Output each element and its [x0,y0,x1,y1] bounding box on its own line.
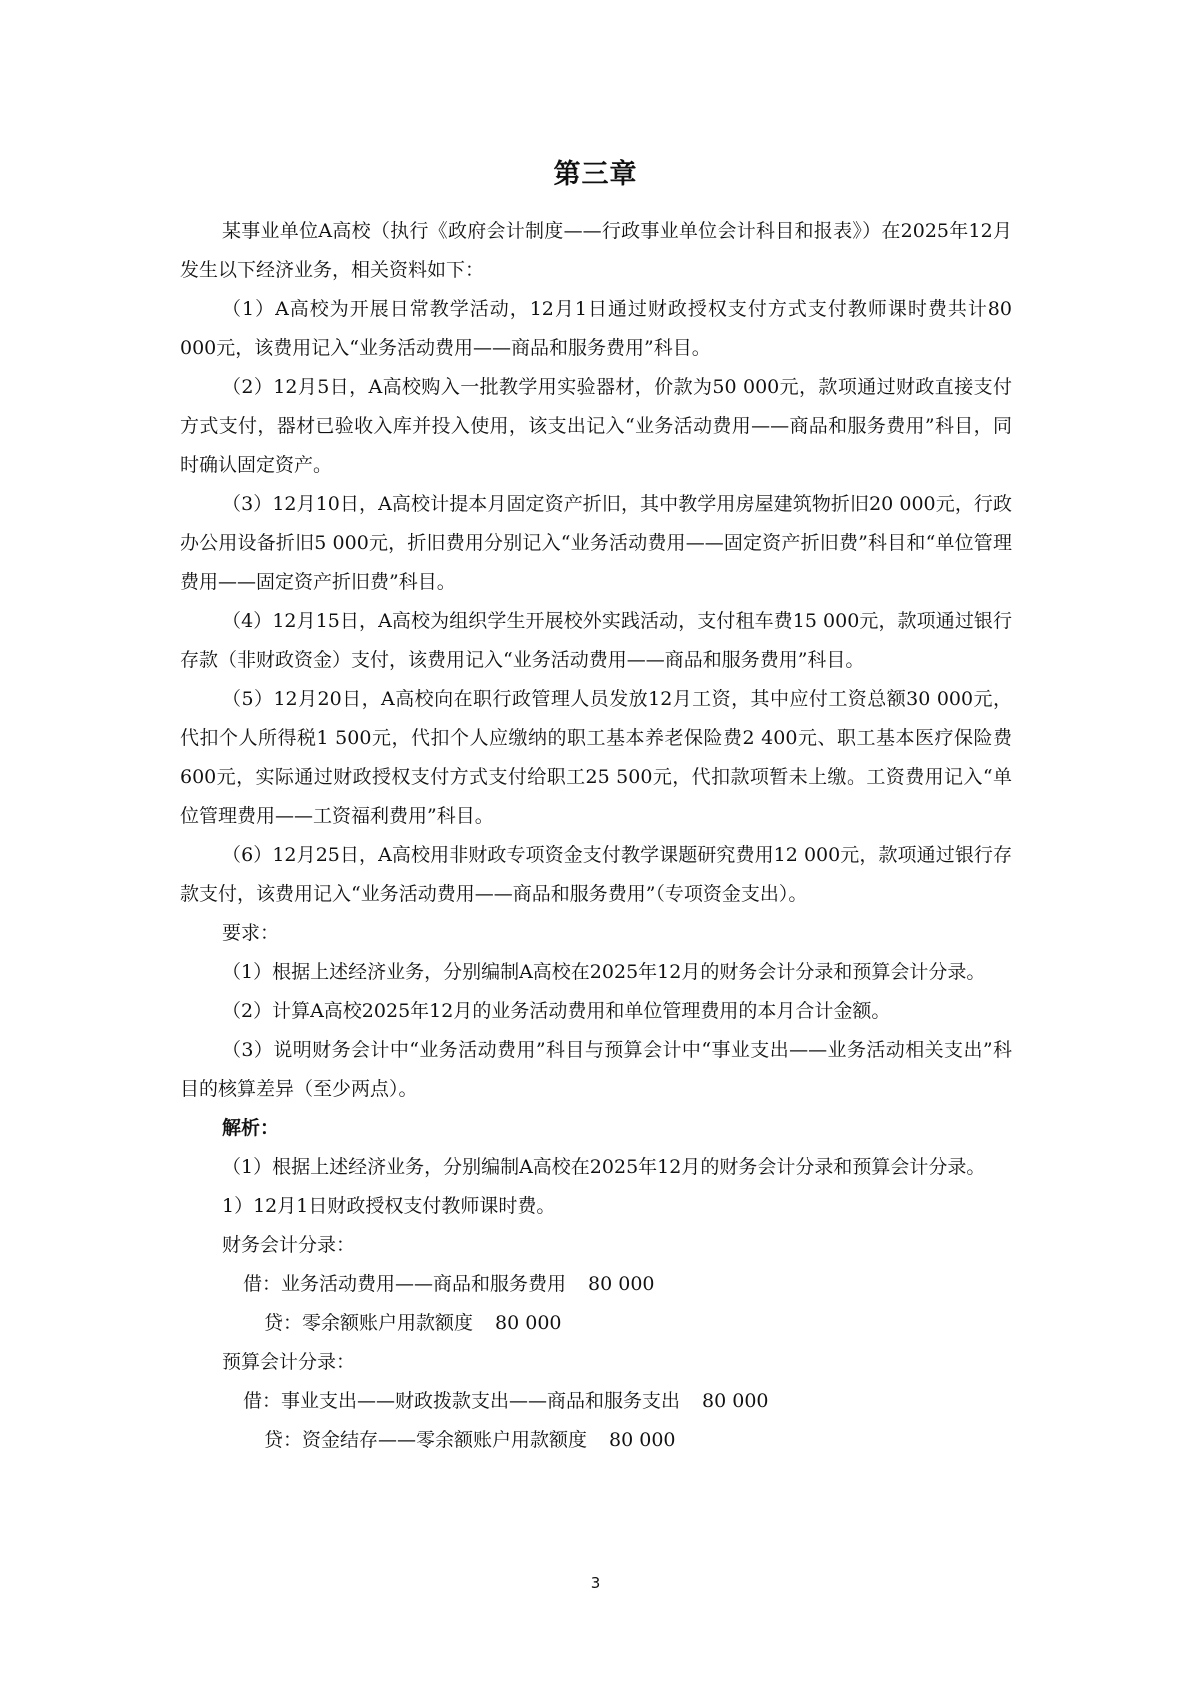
budget-entry-label: 预算会计分录： [222,1351,356,1373]
analysis-step-1: 1）12月1日财政授权支付教师课时费。 [222,1195,556,1217]
budget-debit-amount: 80 000 [702,1390,769,1412]
requirements-label: 要求： [222,922,280,944]
intro-paragraph: 某事业单位A高校（执行《政府会计制度——行政事业单位会计科目和报表》）在2025年12月发生以下经济业务，相关资料如下： [180,220,1012,281]
financial-debit-amount: 80 000 [588,1273,655,1295]
business-item-1: （1）A高校为开展日常教学活动，12月1日通过财政授权支付方式支付教师课时费共计80 000元，该费用记入“业务活动费用——商品和服务费用”科目。 [180,298,1012,359]
financial-entry-label: 财务会计分录： [222,1234,356,1256]
business-item-4: （4）12月15日，A高校为组织学生开展校外实践活动，支付租车费15 000元，款项通过银行存款（非财政资金）支付，该费用记入“业务活动费用——商品和服务费用”科目。 [180,610,1012,671]
analysis-label: 解析： [222,1117,280,1139]
requirement-3: （3）说明财务会计中“业务活动费用”科目与预算会计中“事业支出——业务活动相关支出”科目的核算差异（至少两点）。 [180,1039,1012,1100]
budget-credit-amount: 80 000 [609,1429,676,1451]
financial-debit-account: 借：业务活动费用——商品和服务费用 [243,1273,567,1295]
requirement-2: （2）计算A高校2025年12月的业务活动费用和单位管理费用的本月合计金额。 [222,1000,891,1022]
financial-debit-line [180,1265,1012,1304]
financial-credit-amount: 80 000 [495,1312,562,1334]
financial-credit-line [180,1304,1012,1343]
page-number: 3 [590,1574,601,1592]
requirement-1: （1）根据上述经济业务，分别编制A高校在2025年12月的财务会计分录和预算会计分录。 [222,961,986,983]
financial-credit-account: 贷：零余额账户用款额度 [264,1312,474,1334]
business-item-6: （6）12月25日，A高校用非财政专项资金支付教学课题研究费用12 000元，款项通过银行存款支付，该费用记入“业务活动费用——商品和服务费用”（专项资金支出）。 [180,844,1012,905]
business-item-2: （2）12月5日，A高校购入一批教学用实验器材，价款为50 000元，款项通过财政直接支付方式支付，器材已验收入库并投入使用，该支出记入“业务活动费用——商品和服务费用”科目，同时确认固定资产。 [180,376,1012,476]
budget-debit-line [180,1382,1012,1421]
business-item-5: （5）12月20日，A高校向在职行政管理人员发放12月工资，其中应付工资总额30 000元，代扣个人所得税1 500元，代扣个人应缴纳的职工基本养老保险费2 400元、职工基本医疗保险费600元，实际通过财政授权支付方式支付给职工25 500元，代扣款项暂未上缴。工资费用记入“单位管理费用——工资福利费用”科目。 [180,688,1012,827]
chapter-title: 第三章 [553,159,638,190]
main-content [180,212,1012,1460]
business-item-3: （3）12月10日，A高校计提本月固定资产折旧，其中教学用房屋建筑物折旧20 000元，行政办公用设备折旧5 000元，折旧费用分别记入“业务活动费用——固定资产折旧费”科目和“单位管理费用——固定资产折旧费”科目。 [180,493,1012,593]
budget-debit-account: 借：事业支出——财政拨款支出——商品和服务支出 [243,1390,681,1412]
budget-credit-line [180,1421,1012,1460]
analysis-intro: （1）根据上述经济业务，分别编制A高校在2025年12月的财务会计分录和预算会计分录。 [222,1156,986,1178]
budget-credit-account: 贷：资金结存——零余额账户用款额度 [264,1429,588,1451]
